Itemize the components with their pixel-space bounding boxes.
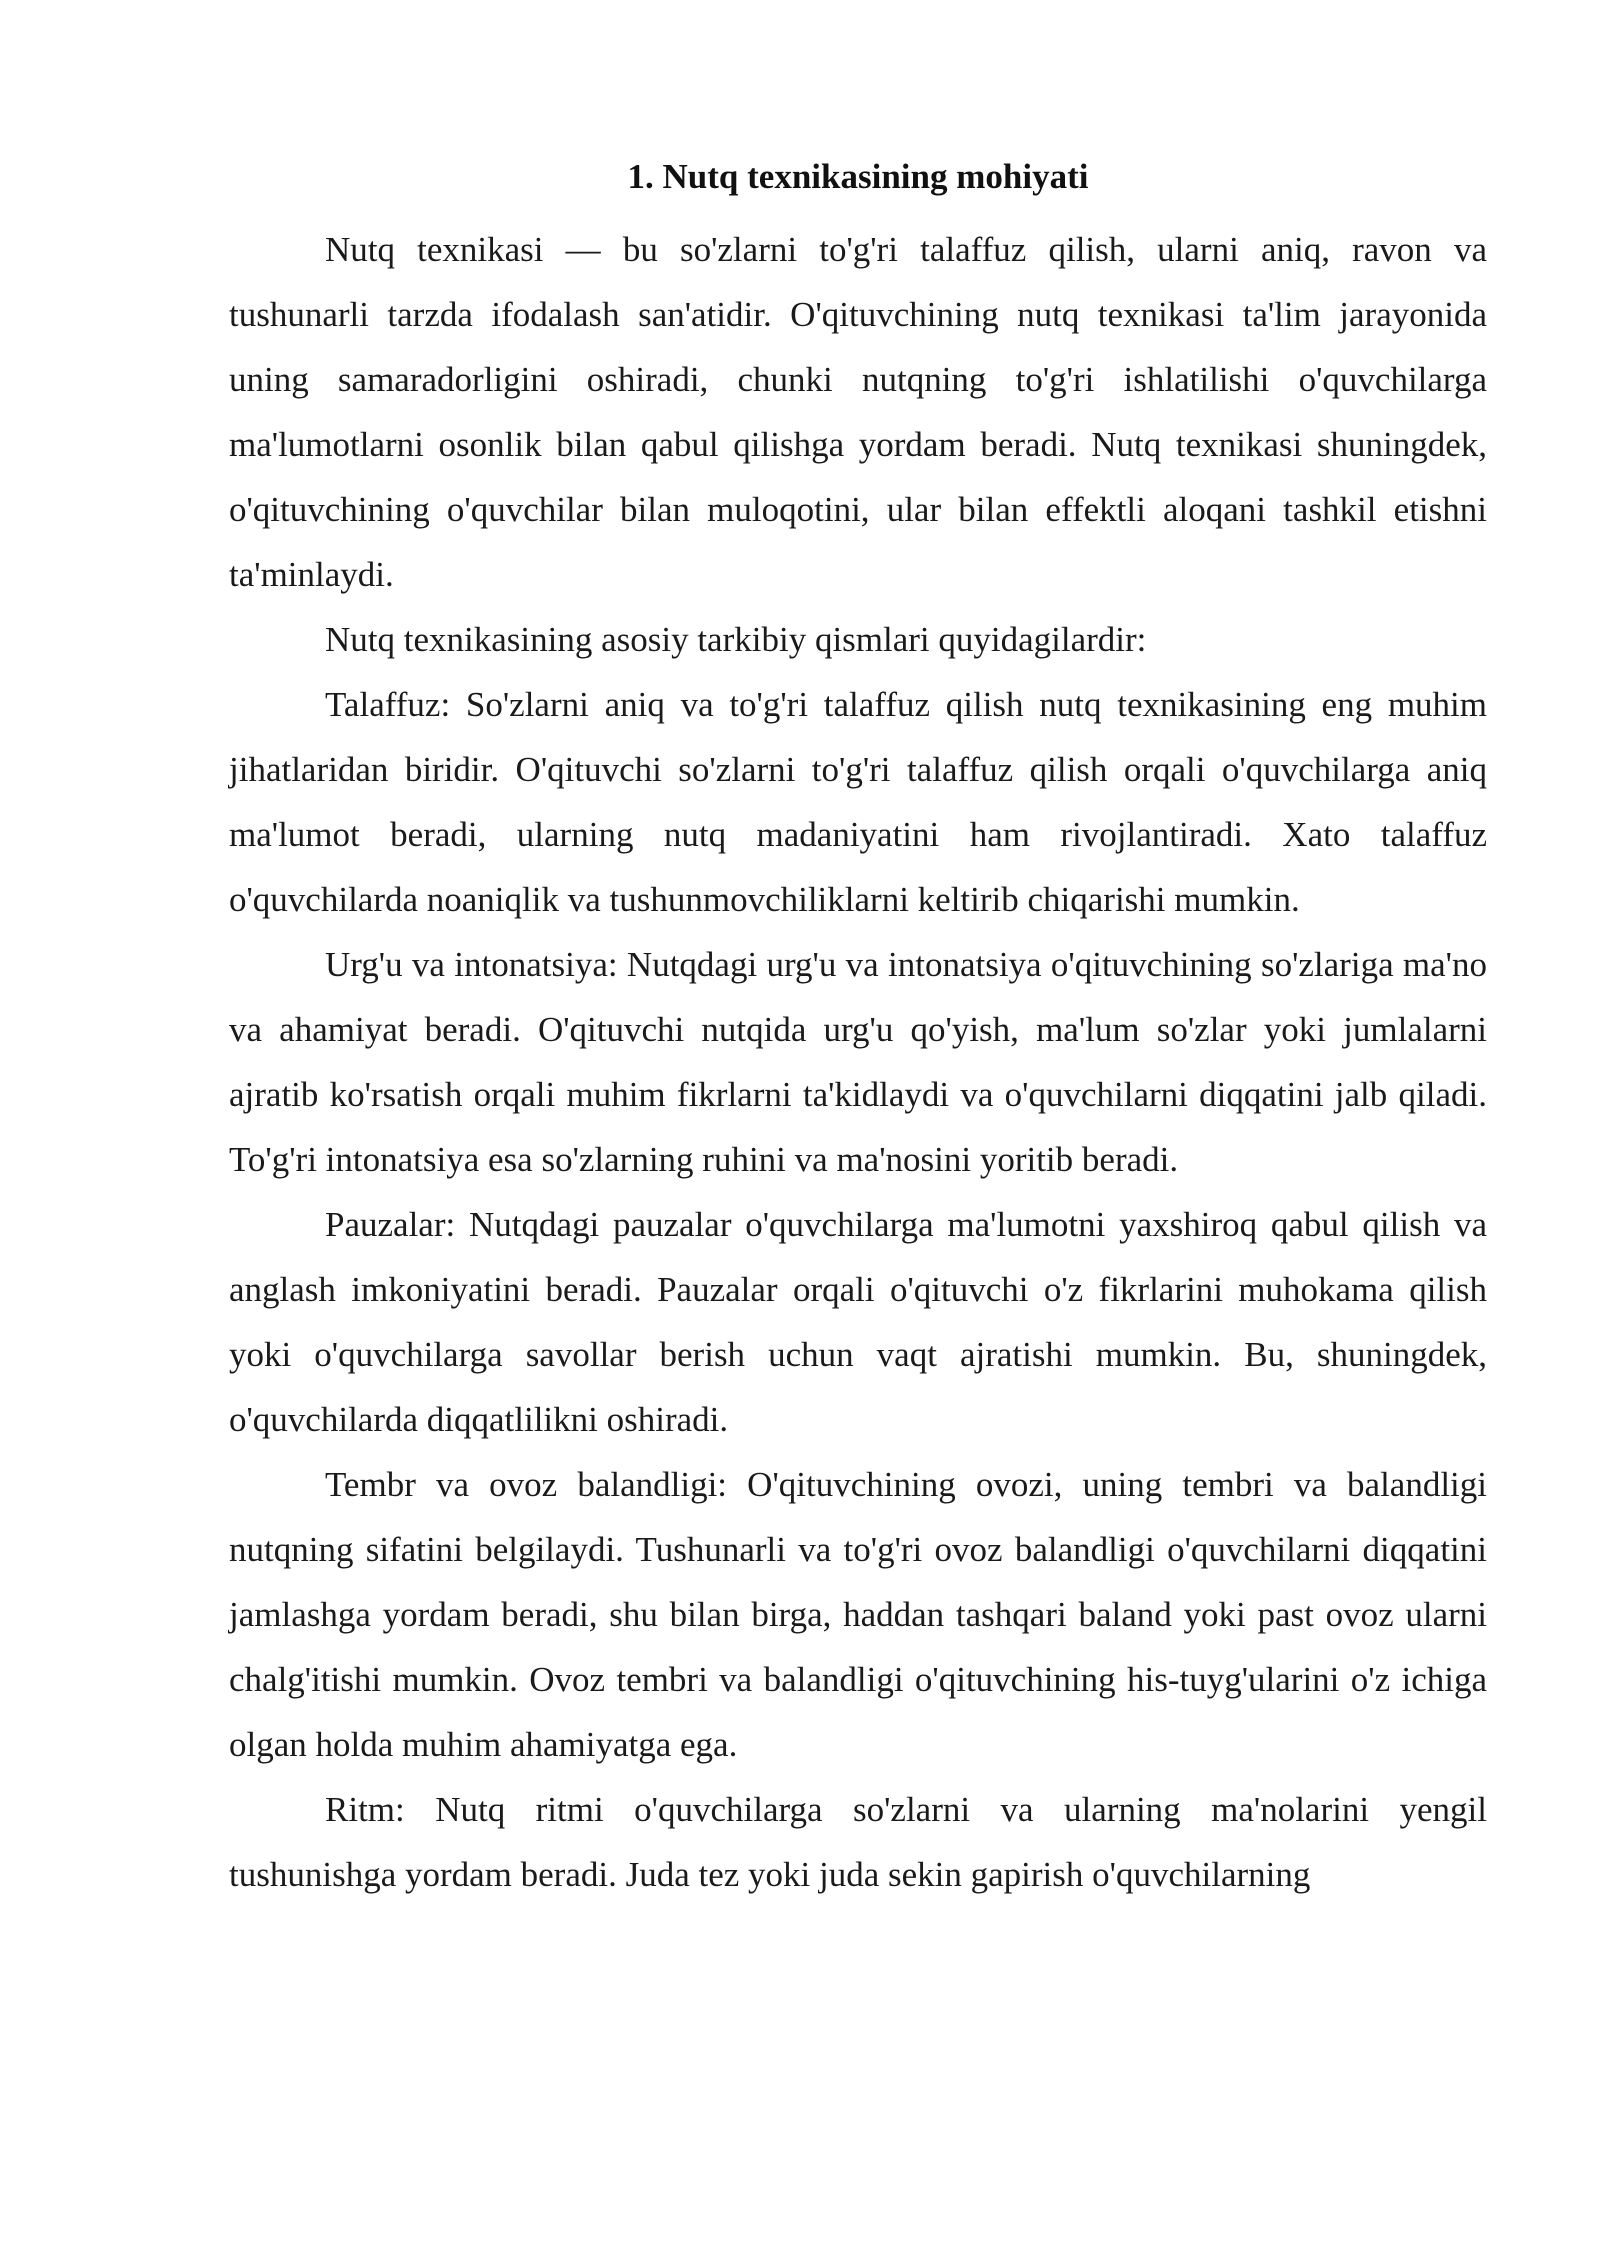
paragraph-pauses: Pauzalar: Nutqdagi pauzalar o'quvchilarga ma'lumotni yaxshiroq qabul qilish va anglash imkoniyatini beradi. Pauzalar orqali o'qituvchi o'z fikrlarini muhokama qilish yoki o'quvchilarga savollar berish uchun vaqt ajratishi mumkin. Bu, shuningdek, o'quvchilarda diqqatlilikni oshiradi. [229,1205,1487,1439]
paragraph-timbre-volume: Tembr va ovoz balandligi: O'qituvchining ovozi, uning tembri va balandligi nutqning sifatini belgilaydi. Tushunarli va to'g'ri ovoz balandligi o'quvchilarni diqqatini jamlashga yordam beradi, shu bilan birga, haddan tashqari baland yoki past ovoz ularni chalg'itishi mumkin. Ovoz tembri va balandligi o'qituvchining his-tuyg'ularini o'z ichiga olgan holda muhim ahamiyatga ega. [229,1465,1487,1764]
paragraph-components-intro: Nutq texnikasining asosiy tarkibiy qismlari quyidagilardir: [325,620,1147,659]
paragraph-stress-intonation: Urg'u va intonatsiya: Nutqdagi urg'u va intonatsiya o'qituvchining so'zlariga ma'no va ahamiyat beradi. O'qituvchi nutqida urg'u qo'yish, ma'lum so'zlar yoki jumlalarni ajratib ko'rsatish orqali muhim fikrlarni ta'kidlaydi va o'quvchilarni diqqatini jalb qiladi. To'g'ri intonatsiya esa so'zlarning ruhini va ma'nosini yoritib beradi. [229,945,1487,1179]
paragraph-definition: Nutq texnikasi — bu so'zlarni to'g'ri talaffuz qilish, ularni aniq, ravon va tushunarli tarzda ifodalash san'atidir. O'qituvchining nutq texnikasi ta'lim jarayonida uning samaradorligini oshiradi, chunki nutqning to'g'ri ishlatilishi o'quvchilarga ma'lumotlarni osonlik bilan qabul qilishga yordam beradi. Nutq texnikasi shuningdek, o'qituvchining o'quvchilar bilan muloqotini, ular bilan effektli aloqani tashkil etishni ta'minlaydi. [229,230,1487,594]
section-heading: 1. Nutq texnikasining mohiyati [627,157,1089,196]
paragraph-pronunciation: Talaffuz: So'zlarni aniq va to'g'ri talaffuz qilish nutq texnikasining eng muhim jihatlaridan biridir. O'qituvchi so'zlarni to'g'ri talaffuz qilish orqali o'quvchilarga aniq ma'lumot beradi, ularning nutq madaniyatini ham rivojlantiradi. Xato talaffuz o'quvchilarda noaniqlik va tushunmovchiliklarni keltirib chiqarishi mumkin. [229,685,1487,919]
document-page [229,152,1487,1907]
paragraph-rhythm: Ritm: Nutq ritmi o'quvchilarga so'zlarni va ularning ma'nolarini yengil tushunishga yordam beradi. Juda tez yoki juda sekin gapirish o'quvchilarning [229,1790,1487,1894]
